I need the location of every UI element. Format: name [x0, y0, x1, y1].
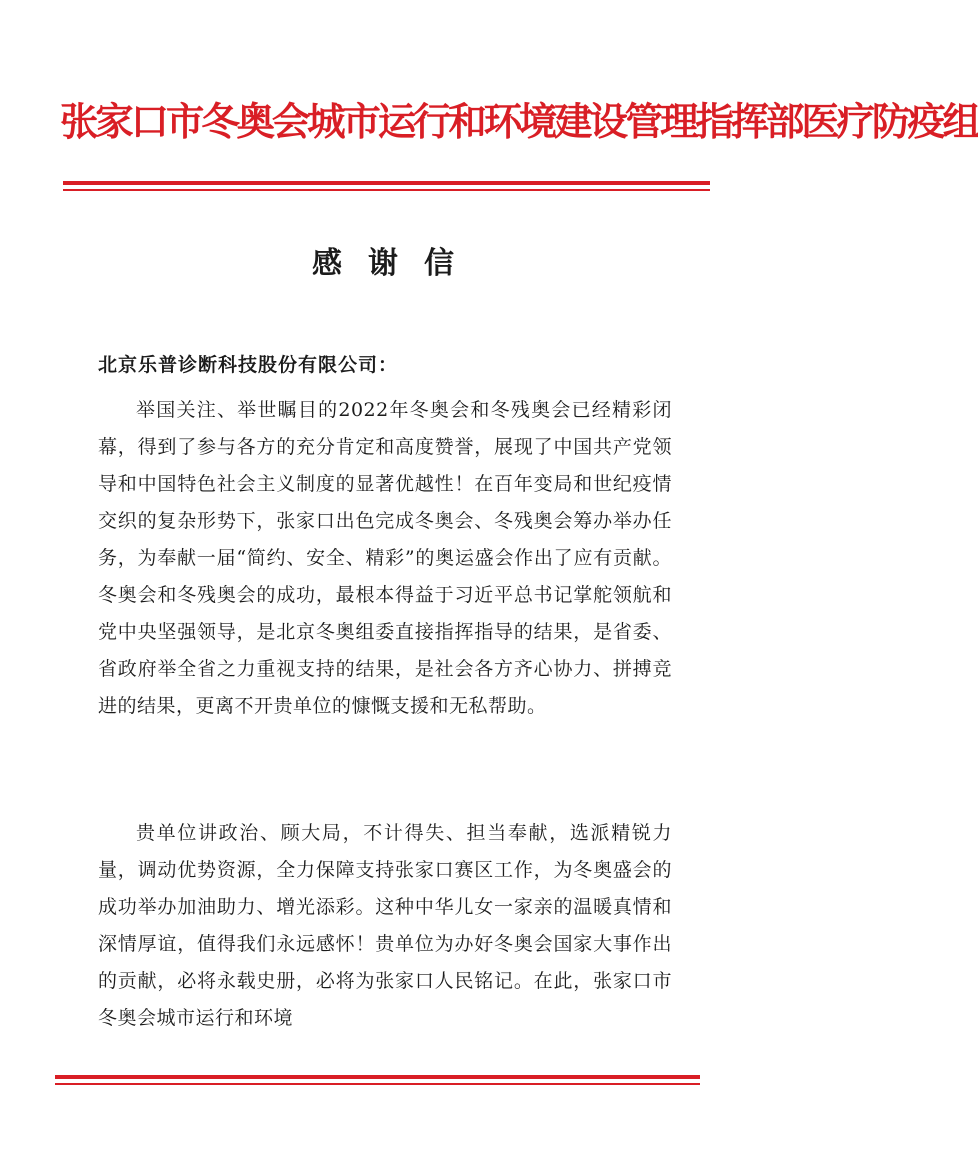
- body-paragraph-2: 贵单位讲政治、顾大局，不计得失、担当奉献，选派精锐力量，调动优势资源，全力保障支持张家口赛区工作，为冬奥盛会的成功举办加油助力、增光添彩。这种中华儿女一家亲的温暖真情和深情厚谊，值得我们永远感怀！贵单位为办好冬奥会国家大事作出的贡献，必将永载史册，必将为张家口人民铭记。在此，张家口市冬奥会城市运行和环境: [98, 822, 672, 1029]
- footer-rule-thin: [55, 1083, 700, 1085]
- body-paragraph-1: 举国关注、举世瞩目的2022年冬奥会和冬残奥会已经精彩闭幕，得到了参与各方的充分肯定和高度赞誉，展现了中国共产党领导和中国特色社会主义制度的显著优越性！在百年变局和世纪疫情交织的复杂形势下，张家口出色完成冬奥会、冬残奥会筹办举办任务，为奉献一届“简约、安全、精彩”的奥运盛会作出了应有贡献。冬奥会和冬残奥会的成功，最根本得益于习近平总书记掌舵领航和党中央坚强领导，是北京冬奥组委直接指挥指导的结果，是省委、省政府举全省之力重视支持的结果，是社会各方齐心协力、拼搏竞进的结果，更离不开贵单位的慷慨支援和无私帮助。: [98, 399, 672, 717]
- letterhead-title: 张家口市冬奥会城市运行和环境建设管理指挥部医疗防疫组: [60, 100, 978, 145]
- recipient-salutation: 北京乐普诊断科技股份有限公司：: [98, 354, 399, 376]
- letterhead-rule-thin: [63, 189, 710, 191]
- letter-title: 感谢信: [312, 246, 480, 281]
- letterhead-rule-thick: [63, 181, 710, 185]
- footer-rule-thick: [55, 1075, 700, 1079]
